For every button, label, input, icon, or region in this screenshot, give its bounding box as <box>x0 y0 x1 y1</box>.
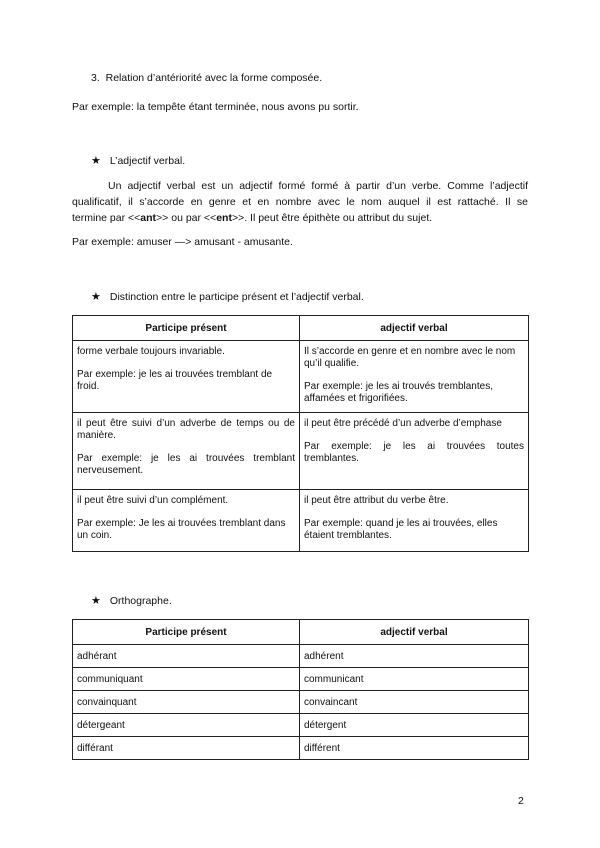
table-row <box>73 490 529 552</box>
distinction-table <box>72 315 529 552</box>
section-3-example: Par exemple: la tempête étant terminée, nous avons pu sortir. <box>72 101 359 113</box>
table-row <box>73 413 529 490</box>
table-row <box>73 645 529 668</box>
table-cell: il peut être suivi d’un adverbe de temps ou de manière. Par exemple: je les ai trouvées tremblant nerveusement. <box>73 413 300 490</box>
paragraph-line: qualificatif, il s’accorde en genre et en nombre avec le nom auquel il est rattaché. Il se <box>72 196 528 208</box>
page-number: 2 <box>518 795 524 807</box>
adjectif-verbal-example: Par exemple: amuser —> amusant - amusante. <box>72 236 293 248</box>
table-cell: détergeant <box>73 714 300 737</box>
table-cell: il peut être précédé d’un adverbe d’emphase Par exemple: je les ai trouvées toutes tremblantes. <box>300 413 529 490</box>
distinction-heading <box>91 290 364 303</box>
suffix-ent: ent <box>216 212 232 224</box>
table-cell: forme verbale toujours invariable. Par exemple: je les ai trouvées tremblant de froid. <box>73 341 300 413</box>
paragraph-line: Un adjectif verbal est un adjectif formé formé à partir d’un verbe. Comme l’adjectif <box>108 180 528 192</box>
table-cell: il peut être suivi d’un complément. Par exemple: Je les ai trouvées tremblant dans un coin. <box>73 490 300 552</box>
section-3-heading <box>91 72 322 84</box>
table-cell: communicant <box>300 668 529 691</box>
table-row <box>73 714 529 737</box>
table-cell: convainquant <box>73 691 300 714</box>
column-header: adjectif verbal <box>300 620 529 645</box>
section-number: 3. <box>91 72 100 84</box>
heading-text: L’adjectif verbal. <box>109 155 186 167</box>
table-cell: différant <box>73 737 300 760</box>
table-cell: adhérent <box>300 645 529 668</box>
suffix-ant: ant <box>140 212 157 224</box>
table-cell: il peut être attribut du verbe être. Par exemple: quand je les ai trouvées, elles étaient tremblantes. <box>300 490 529 552</box>
orthographe-heading <box>91 594 172 607</box>
adjectif-verbal-heading <box>91 154 185 167</box>
star-icon: ★ <box>91 291 101 303</box>
orthographe-table <box>72 619 529 760</box>
section-title: Relation d’antériorité avec la forme composée. <box>105 72 323 84</box>
table-header-row <box>73 316 529 341</box>
table-row <box>73 737 529 760</box>
table-cell: détergent <box>300 714 529 737</box>
star-icon: ★ <box>91 155 101 167</box>
table-row <box>73 691 529 714</box>
paragraph-line: termine par <<ant>> ou par <<ent>>. Il peut être épithète ou attribut du sujet. <box>72 212 433 224</box>
table-cell: adhérant <box>73 645 300 668</box>
table-row <box>73 341 529 413</box>
table-cell: convaincant <box>300 691 529 714</box>
column-header: Participe présent <box>73 620 300 645</box>
heading-text: Distinction entre le participe présent et l’adjectif verbal. <box>109 291 364 303</box>
column-header: Participe présent <box>73 316 300 341</box>
table-row <box>73 668 529 691</box>
table-cell: différent <box>300 737 529 760</box>
adjectif-verbal-paragraph <box>72 178 528 226</box>
column-header: adjectif verbal <box>300 316 529 341</box>
table-header-row <box>73 620 529 645</box>
star-icon: ★ <box>91 595 101 607</box>
heading-text: Orthographe. <box>109 595 172 607</box>
table-cell: Il s’accorde en genre et en nombre avec le nom qu’il qualifie. Par exemple: je les ai trouvés tremblantes, affamées et frigorifiées. <box>300 341 529 413</box>
table-cell: communiquant <box>73 668 300 691</box>
